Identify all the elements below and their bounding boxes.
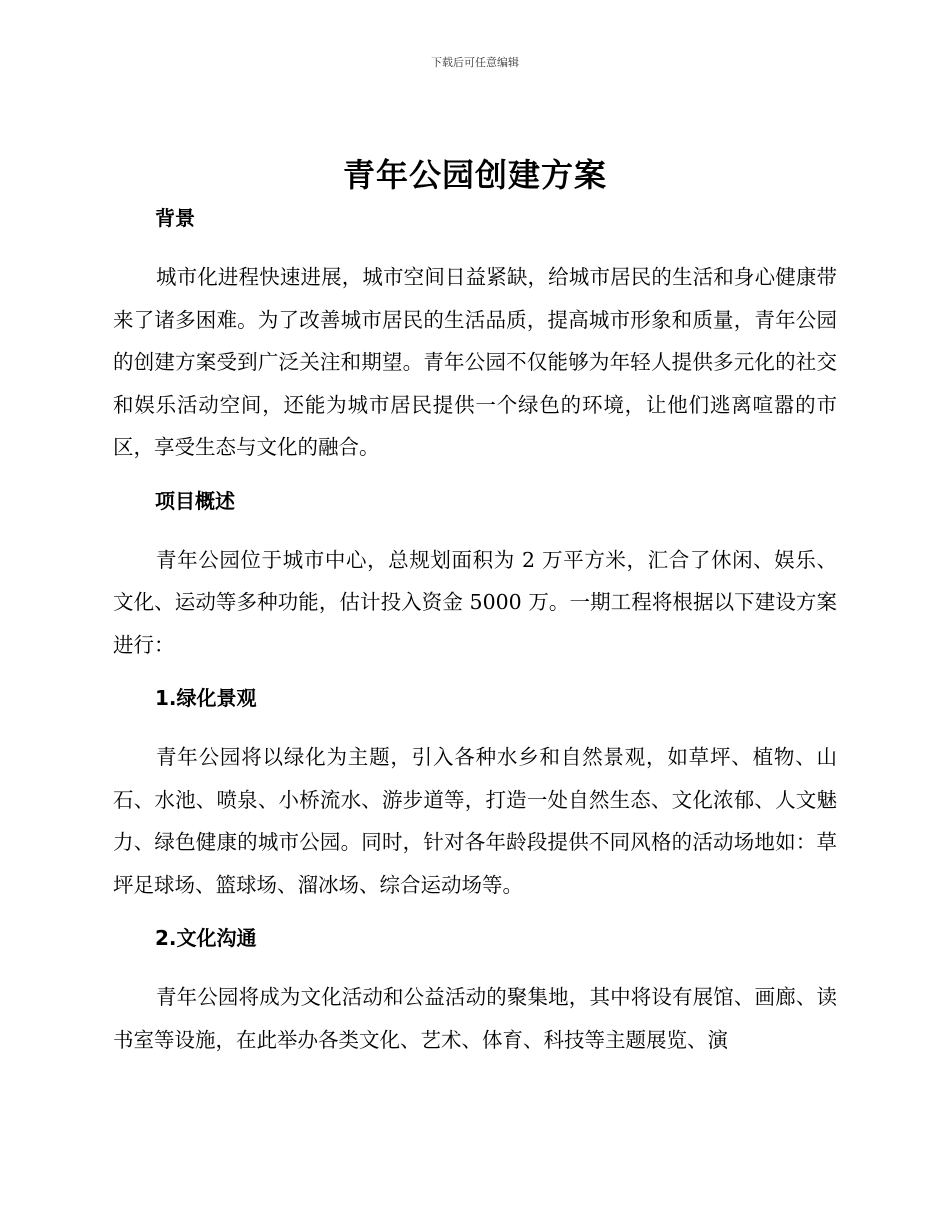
document-body [113,200,837,1061]
document-title: 青年公园创建方案 [342,156,607,194]
section-paragraph-greening: 青年公园将以绿化为主题，引入各种水乡和自然景观，如草坪、植物、山石、水池、喷泉、小桥流水、游步道等，打造一处自然生态、文化浓郁、人文魅力、绿色健康的城市公园。同时，针对各年龄段提供不同风格的活动场地如：草坪足球场、篮球场、溜冰场、综合运动场等。 [113,745,837,897]
section-paragraph-culture: 青年公园将成为文化活动和公益活动的聚集地，其中将设有展馆、画廊、读书室等设施，在此举办各类文化、艺术、体育、科技等主题展览、演 [113,985,837,1052]
section-heading-greening: 1.绿化景观 [155,686,257,710]
section-paragraph-overview: 青年公园位于城市中心，总规划面积为 2 万平方米，汇合了休闲、娱乐、文化、运动等多种功能，估计投入资金 5000 万。一期工程将根据以下建设方案进行： [113,547,837,657]
section-heading-culture: 2.文化沟通 [155,926,257,950]
section-heading-overview: 项目概述 [155,488,235,513]
section-heading-background: 背景 [155,206,195,230]
section-paragraph-background: 城市化进程快速进展，城市空间日益紧缺，给城市居民的生活和身心健康带来了诸多困难。为了改善城市居民的生活品质，提高城市形象和质量，青年公园的创建方案受到广泛关注和期望。青年公园不仅能够为年轻人提供多元化的社交和娱乐活动空间，还能为城市居民提供一个绿色的环境，让他们逃离喧嚣的市区，享受生态与文化的融合。 [113,265,837,459]
header-note: 下载后可任意编辑 [431,56,519,69]
